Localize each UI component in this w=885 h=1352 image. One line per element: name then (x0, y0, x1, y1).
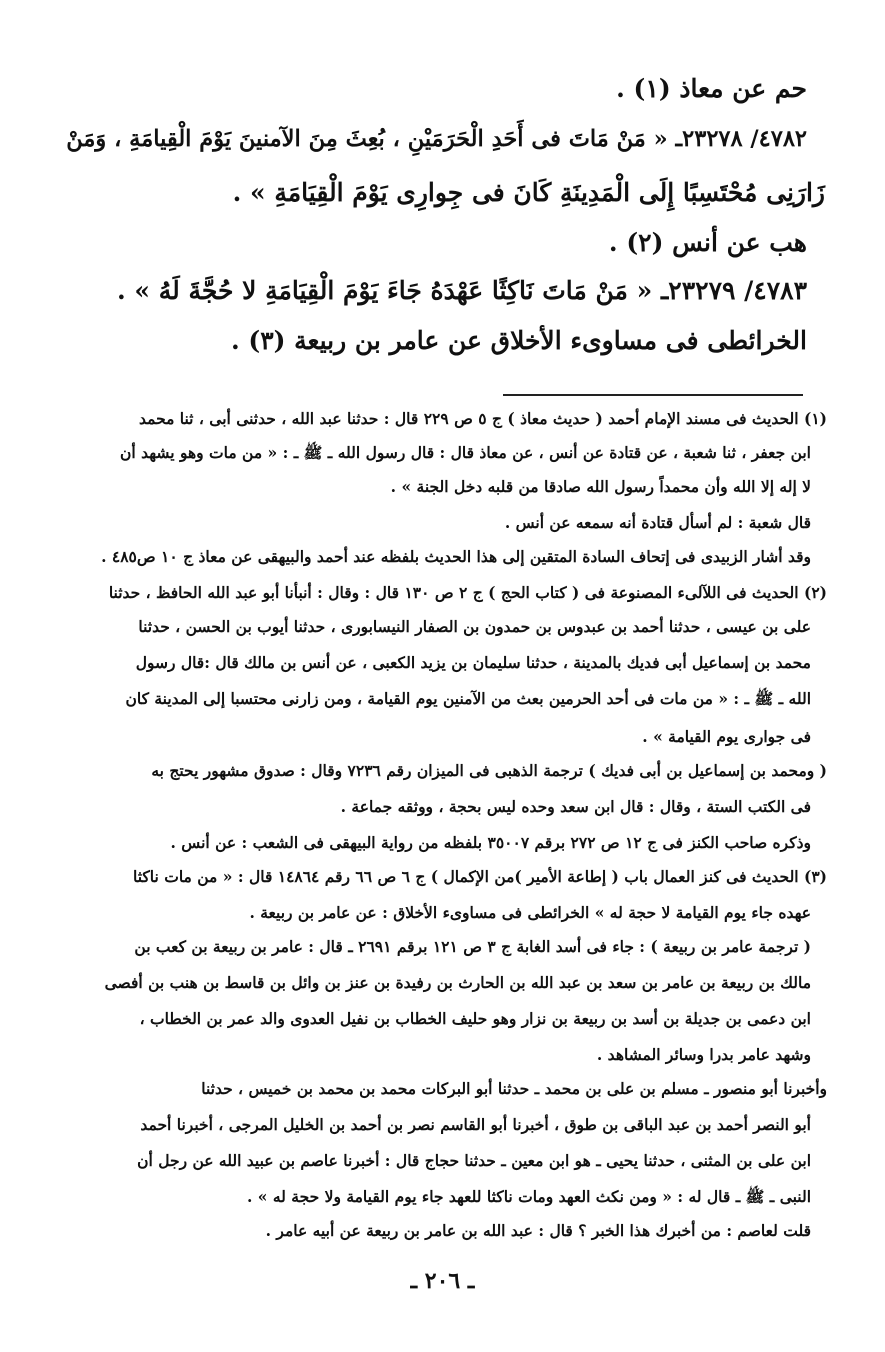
footnote-line: (٢) الحديث فى اللآلىء المصنوعة فى ( كتاب الحج ) ج ٢ ص ١٣٠ قال : وقال : أنبأنا أبو عبد الله الحافظ ، حدثنا (108, 583, 827, 602)
footnote-line: ( ترجمة عامر بن ربيعة ) : جاء فى أسد الغابة ج ٣ ص ١٢١ برقم ٢٦٩١ ـ قال : عامر بن ربيعة بن كعب بن (134, 937, 811, 956)
footnote-line: ابن دعمى بن جديلة بن أسد بن ربيعة بن نزار وهو حليف الخطاب بن نفيل العدوى والد عمر بن الخطاب ، (139, 1009, 811, 1028)
footnote-line: ابن جعفر ، ثنا شعبة ، عن قتادة عن أنس ، عن معاذ قال : قال رسول الله ـ ﷺ ـ : « من مات وهو يشهد أن (120, 443, 811, 462)
footnote-line: قال شعبة : لم أسأل قتادة أنه سمعه عن أنس . (504, 513, 811, 532)
footnote-line: محمد بن إسماعيل أبى فديك بالمدينة ، حدثنا سليمان بن يزيد الكعبى ، عن أنس بن مالك قال :قال رسول (135, 653, 811, 672)
hadith-4782-line-1: ٤٧٨٢/ ٢٣٢٧٨ـ « مَنْ مَاتَ فى أَحَدِ الْحَرَمَيْنِ ، بُعِثَ مِنَ الآمنينَ يَوْمَ الْقِيامَةِ ، وَمَنْ (66, 126, 807, 152)
footnote-line: ابن على بن المثنى ، حدثنا يحيى ـ هو ابن معين ـ حدثنا حجاج قال : أخبرنا عاصم بن عبيد الله عن رجل أن (137, 1151, 811, 1170)
hadith-4782-line-2: زَارَنِى مُحْتَسِبًا إِلَى الْمَدِينَةِ كَانَ فى جِوارِى يَوْمَ الْقِيَامَةِ » . (232, 178, 825, 207)
footnote-line: النبى ـ ﷺ ـ قال له : « ومن نكث العهد ومات ناكثا للعهد جاء يوم القيامة ولا حجة له » . (247, 1187, 811, 1206)
footnote-line: قلت لعاصم : من أخبرك هذا الخبر ؟ قال : عبد الله بن عامر بن ربيعة عن أبيه عامر . (265, 1221, 811, 1240)
hadith-4783: ٤٧٨٣/ ٢٣٢٧٩ـ « مَنْ مَاتَ نَاكِثًا عَهْدَهُ جَاءَ يَوْمَ الْقِيَامَةِ لا حُجَّةَ لَهُ » . (116, 276, 807, 305)
footnote-line: الله ـ ﷺ ـ : « من مات فى أحد الحرمين بعث من الآمنين يوم القيامة ، ومن زارنى محتسبا إلى المدينة كان (125, 689, 811, 708)
footnote-line: وشهد عامر بدرا وسائر المشاهد . (596, 1045, 811, 1064)
main-citation-1: حم عن معاذ (١) . (616, 74, 807, 103)
footnote-line: (٣) الحديث فى كنز العمال باب ( إطاعة الأمير )من الإكمال ) ج ٦ ص ٦٦ رقم ١٤٨٦٤ قال : « من مات ناكثا (133, 867, 827, 886)
footnote-line: فى الكتب الستة ، وقال : قال ابن سعد وحده ليس بحجة ، ووثقه جماعة . (340, 797, 811, 816)
footnote-line: وقد أشار الزبيدى فى إتحاف السادة المتقين إلى هذا الحديث بلفظه عند أحمد والبيهقى عن معاذ ج ١٠ ص٤٨٥ . (101, 547, 811, 566)
main-citation-3: الخرائطى فى مساوىء الأخلاق عن عامر بن ربيعة (٣) . (230, 326, 807, 355)
footnote-line: وأخبرنا أبو منصور ـ مسلم بن على بن محمد ـ حدثنا أبو البركات محمد بن محمد بن خميس ، حدثنا (201, 1079, 827, 1098)
page-number: ـ ٢٠٦ ـ (410, 1268, 475, 1294)
footnote-line: ( ومحمد بن إسماعيل بن أبى فديك ) ترجمة الذهبى فى الميزان رقم ٧٢٣٦ وقال : صدوق مشهور يحتج به (151, 761, 827, 780)
footnote-separator (503, 394, 803, 396)
footnote-line: وذكره صاحب الكنز فى ج ١٢ ص ٢٧٢ برقم ٣٥٠٠٧ بلفظه من رواية البيهقى فى الشعب : عن أنس . (170, 833, 811, 852)
footnote-line: فى جوارى يوم القيامة » . (642, 727, 811, 746)
footnote-line: (١) الحديث فى مسند الإمام أحمد ( حديث معاذ ) ج ٥ ص ٢٢٩ قال : حدثنا عبد الله ، حدثنى أبى ، ثنا محمد (138, 409, 827, 428)
footnote-line: مالك بن ربيعة بن عامر بن سعد بن عبد الله بن الحارث بن رفيدة بن عنز بن وائل بن قاسط بن هنب بن أفصى (104, 973, 811, 992)
footnote-line: على بن عيسى ، حدثنا أحمد بن عبدوس بن حمدون بن الصفار النيسابورى ، حدثنا أيوب بن الحسن ، حدثنا (138, 617, 811, 636)
footnote-line: عهده جاء يوم القيامة لا حجة له » الخرائطى فى مساوىء الأخلاق : عن عامر بن ربيعة . (249, 903, 811, 922)
footnote-line: لا إله إلا الله وأن محمداً رسول الله صادقا من قلبه دخل الجنة » . (390, 477, 811, 496)
main-citation-2: هب عن أنس (٢) . (608, 228, 807, 257)
footnote-line: أبو النصر أحمد بن عبد الباقى بن طوق ، أخبرنا أبو القاسم نصر بن أحمد بن الخليل المرجى ، أخبرنا أحمد (140, 1115, 811, 1134)
